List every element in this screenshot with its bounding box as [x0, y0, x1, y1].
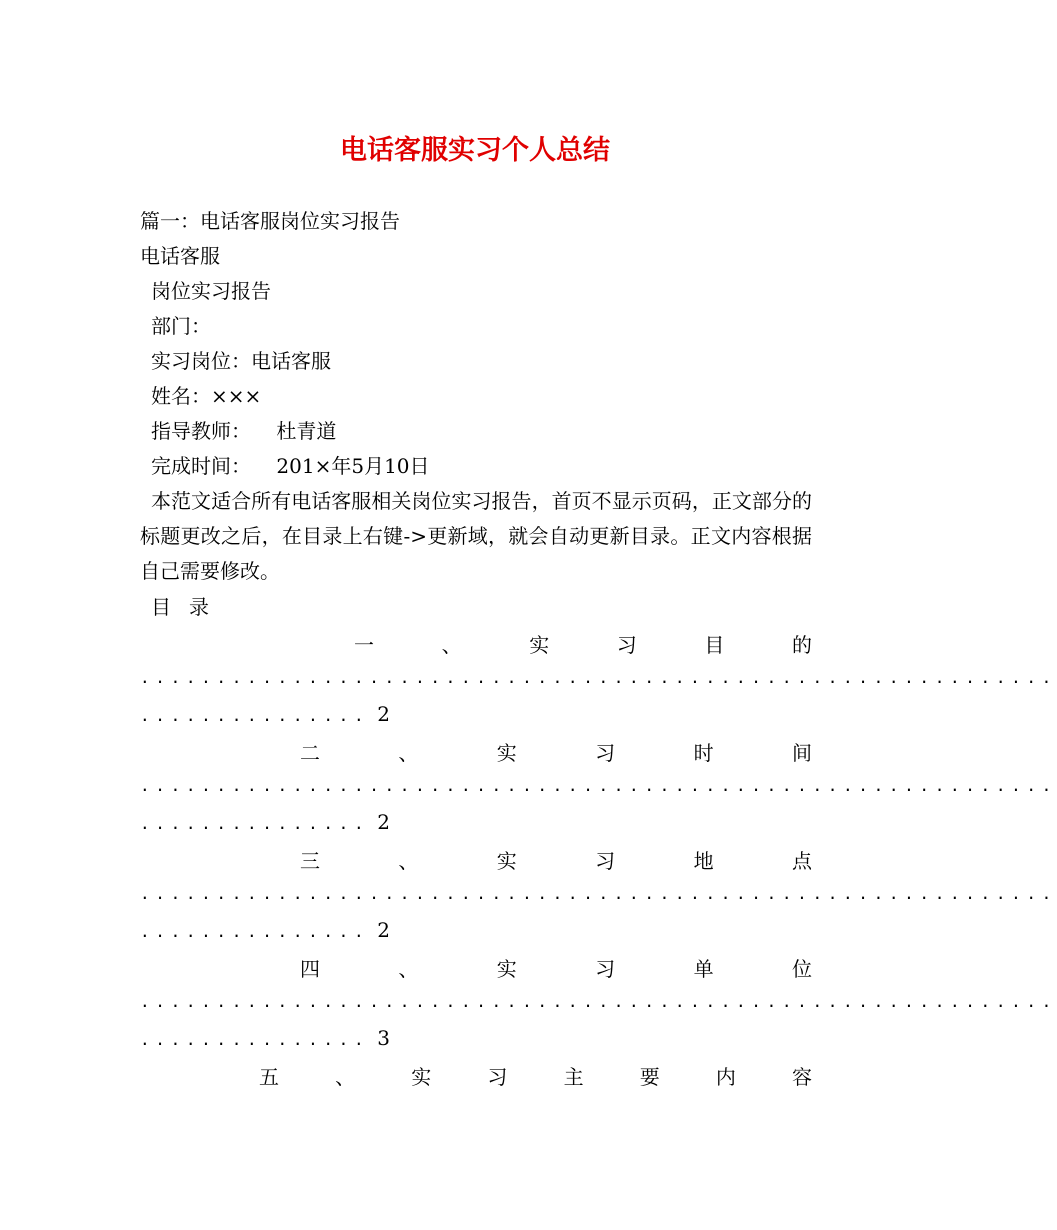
toc-page-number: 2: [377, 918, 390, 942]
toc-entry-char: 的: [791, 632, 812, 657]
toc-leader-dots: ...............: [140, 922, 370, 941]
toc-entry-char: 习: [487, 1064, 508, 1089]
toc-page-line: [140, 804, 390, 840]
toc-leader-dots: ............................................................: [140, 992, 1057, 1011]
toc-entry-char: 实: [496, 956, 517, 981]
toc-entry-char: 点: [791, 848, 812, 873]
toc-page-line: [140, 1020, 390, 1056]
toc-entry-char: 内: [715, 1064, 736, 1089]
toc-entry-char: 、: [398, 956, 419, 981]
toc-page-number: 2: [377, 702, 390, 726]
toc-entry-char: 习: [595, 740, 616, 765]
toc-entry-char: 习: [616, 632, 637, 657]
toc-entry-char: 、: [441, 632, 462, 657]
toc-entry-char: 二: [300, 740, 320, 765]
toc-entry-char: 容: [791, 1064, 812, 1089]
toc-entry-title: [259, 1058, 812, 1092]
cover-name: 姓名：×××: [151, 384, 262, 408]
toc-page-number: 2: [377, 810, 390, 834]
toc-entry-char: 一: [354, 632, 374, 657]
toc-entry-char: 间: [791, 740, 812, 765]
section-heading: 篇一：电话客服岗位实习报告: [140, 209, 400, 233]
toc-entry-char: 主: [563, 1064, 584, 1089]
toc-entry-char: 单: [693, 956, 714, 981]
toc-leader-dots: ...............: [140, 814, 370, 833]
toc-page-line: [140, 912, 390, 948]
toc-leader-dots: ...............: [140, 1030, 370, 1049]
toc-entry-title: [300, 950, 812, 984]
cover-department: 部门：: [151, 314, 211, 338]
cover-report-title: 岗位实习报告: [151, 279, 271, 303]
usage-note-paragraph: 本范文适合所有电话客服相关岗位实习报告，首页不显示页码，正文部分的标题更改之后，在目录上右键->更新域，就会自动更新目录。正文内容根据自己需要修改。: [140, 489, 812, 583]
toc-heading-char: 录: [189, 595, 209, 619]
toc-entry-char: 实: [496, 848, 517, 873]
toc-entry-char: 实: [496, 740, 517, 765]
cover-advisor: 指导教师： 杜青道: [151, 419, 337, 443]
toc-entry-char: 、: [398, 740, 419, 765]
toc-leader-dots: ...............: [140, 706, 370, 725]
cover-completion-date: 完成时间： 201×年5月10日: [151, 454, 430, 478]
toc-leader-dots: ............................................................: [140, 668, 1057, 687]
cover-company: 电话客服: [140, 244, 220, 268]
toc-entry-title: [354, 626, 812, 660]
toc-page-number: 3: [377, 1026, 390, 1050]
toc-entry-char: 习: [595, 956, 616, 981]
document-title: 电话客服实习个人总结: [340, 135, 610, 166]
toc-entry-char: 时: [693, 740, 714, 765]
toc-heading: [151, 590, 227, 624]
toc-leader-dots: ............................................................: [140, 884, 1057, 903]
toc-entry-char: 实: [411, 1064, 432, 1089]
toc-heading-char: 目: [151, 595, 171, 619]
toc-entry-char: 、: [335, 1064, 356, 1089]
toc-entry-title: [300, 734, 812, 768]
toc-entry-char: 三: [300, 848, 320, 873]
toc-entry-char: 习: [595, 848, 616, 873]
toc-entry-char: 位: [791, 956, 812, 981]
toc-entry-char: 、: [398, 848, 419, 873]
toc-page-line: [140, 696, 390, 732]
cover-position: 实习岗位：电话客服: [151, 349, 331, 373]
toc-entry-char: 五: [259, 1064, 279, 1089]
toc-entry-char: 实: [529, 632, 550, 657]
toc-entry-char: 地: [693, 848, 714, 873]
toc-entry-title: [300, 842, 812, 876]
toc-entry-char: 四: [300, 956, 320, 981]
toc-leader-dots: ............................................................: [140, 776, 1057, 795]
toc-entry-char: 要: [639, 1064, 660, 1089]
toc-entry-char: 目: [704, 632, 725, 657]
